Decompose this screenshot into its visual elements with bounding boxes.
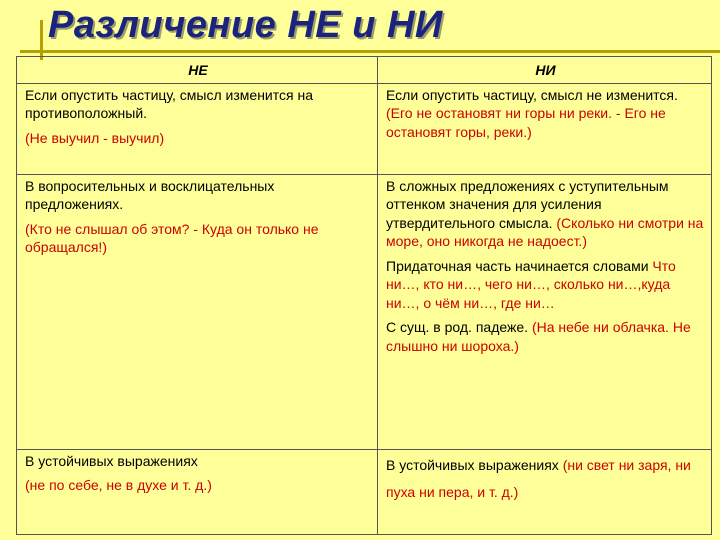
example-text: (ни свет ни заря, ни пуха ни пера, и т. д.) (386, 457, 691, 500)
cell-ne-idioms (17, 450, 378, 535)
example-text: (Его не остановят ни горы ни реки. - Его не остановят горы, реки.) (386, 105, 666, 140)
comparison-table (16, 56, 712, 535)
example-text: (Сколько ни смотри на море, оно никогда не надоест.) (386, 214, 704, 250)
example-text: (Не выучил - выучил) (25, 129, 165, 146)
cell-ne-questions (17, 175, 378, 450)
rule-text: В устойчивых выражениях (25, 453, 198, 469)
slide-title: Различение НЕ и НИ (48, 4, 443, 46)
cell-ne-meaning (17, 84, 378, 175)
example-text: (На небе ни облачка. Не слышно ни шороха.) (386, 319, 691, 354)
header-row (17, 57, 712, 84)
rule-text: С сущ. в род. падеже. (386, 319, 529, 336)
cell-ni-concessive (378, 175, 712, 450)
table-row (17, 175, 712, 450)
example-text: Что ни…, кто ни…, чего ни…, сколько ни…,куда ни…, о чём ни…, где ни… (386, 257, 676, 311)
title-accent-bar (40, 20, 43, 60)
cell-ni-idioms (378, 450, 712, 535)
rule-text: В устойчивых выражениях (386, 457, 559, 473)
title-underline (20, 50, 720, 53)
rule-text: В сложных предложениях с уступительным оттенком значения для усиления утвердительного смысла. (386, 178, 669, 231)
rule-text: Если опустить частицу, смысл изменится на противоположный. (25, 87, 313, 122)
table-row (17, 450, 712, 535)
rule-text: Придаточная часть начинается словами (386, 257, 649, 274)
example-text: (не по себе, не в духе и т. д.) (25, 477, 212, 494)
header-ne: НЕ (17, 57, 378, 84)
table-row (17, 84, 712, 175)
rule-text-block (386, 177, 705, 251)
rule-text: В вопросительных и восклицательных предложениях. (25, 178, 275, 213)
example-text: (Кто не слышал об этом? - Куда он только не обращался!) (25, 220, 319, 256)
rule-text: Если опустить частицу, смысл не изменится. (386, 87, 678, 103)
rule-text-block (386, 318, 705, 355)
cell-ni-meaning (378, 84, 712, 175)
rule-text-block (386, 257, 705, 312)
header-ni: НИ (378, 57, 712, 84)
